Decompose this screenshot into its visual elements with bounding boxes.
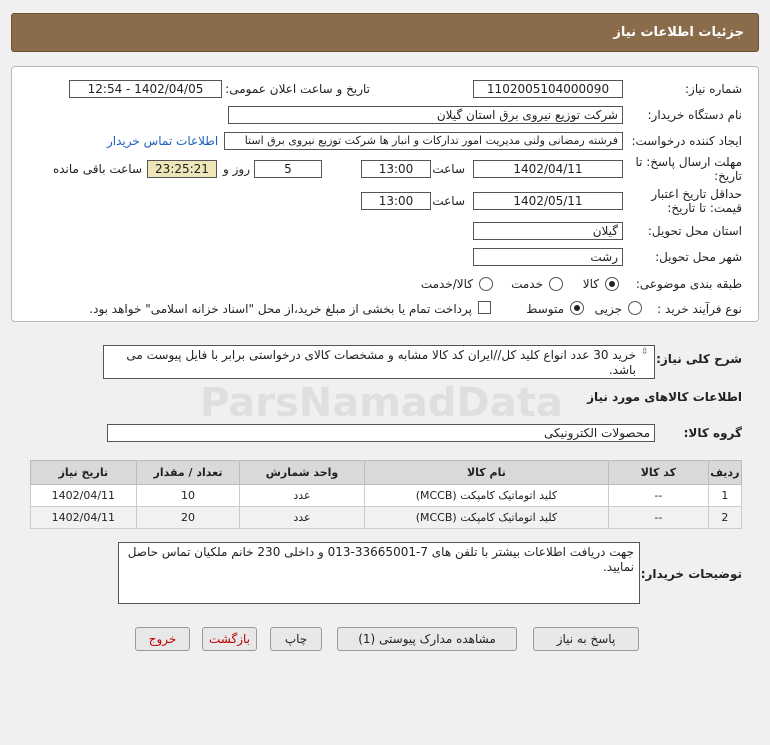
cell-date: 1402/04/11 bbox=[31, 507, 137, 529]
col-name-header: نام کالا bbox=[364, 461, 609, 485]
cell-unit: عدد bbox=[240, 507, 364, 529]
watermark-logo: ParsNamadData bbox=[200, 380, 563, 426]
category-label: طبقه بندی موضوعی: bbox=[635, 277, 742, 291]
back-button[interactable]: بازگشت bbox=[202, 627, 257, 651]
requester-label: ایجاد کننده درخواست: bbox=[631, 134, 742, 148]
buyer-notes-box bbox=[118, 542, 640, 604]
need-number-label: شماره نیاز: bbox=[685, 82, 742, 96]
resize-handle-icon[interactable]: ⇳ bbox=[641, 347, 649, 357]
process-option-medium: متوسط bbox=[526, 302, 564, 316]
buyer-org-field: شرکت توزیع نیروی برق استان گیلان bbox=[228, 106, 623, 124]
cell-unit: عدد bbox=[240, 485, 364, 507]
deadline-time-label: ساعت bbox=[432, 162, 465, 176]
col-row-header: ردیف bbox=[708, 461, 741, 485]
description-text: خرید 30 عدد انواع کلید کل//ایران کد کالا مشابه و مشخصات کالای درخواستی برابر با فایل پیوست می باشد. bbox=[126, 348, 636, 377]
description-box bbox=[103, 345, 655, 379]
cell-date: 1402/04/11 bbox=[31, 485, 137, 507]
validity-date-field: 1402/05/11 bbox=[473, 192, 623, 210]
deadline-label: مهلت ارسال پاسخ: تا bbox=[635, 155, 742, 169]
table-header-row bbox=[31, 461, 742, 485]
buyer-org-label: نام دستگاه خریدار: bbox=[647, 108, 742, 122]
requester-field: فرشته رمضانی ولنی مدیریت امور تدارکات و انبار ها شرکت توزیع نیروی برق استا bbox=[224, 132, 623, 150]
print-button[interactable]: چاپ bbox=[270, 627, 322, 651]
validity-label: حداقل تاریخ اعتبار bbox=[651, 187, 742, 201]
validity-time-field: 13:00 bbox=[361, 192, 431, 210]
cell-code: -- bbox=[609, 507, 708, 529]
category-radio-goods[interactable] bbox=[605, 277, 619, 291]
need-number-field: 1102005104000090 bbox=[473, 80, 623, 98]
exit-button[interactable]: خروج bbox=[135, 627, 190, 651]
province-label: استان محل تحویل: bbox=[647, 224, 742, 238]
validity-time-label: ساعت bbox=[432, 194, 465, 208]
contact-info-link[interactable]: اطلاعات تماس خریدار bbox=[107, 134, 219, 148]
goods-section-title: اطلاعات کالاهای مورد نیاز bbox=[587, 390, 742, 404]
cell-qty: 20 bbox=[136, 507, 240, 529]
table-row bbox=[31, 485, 742, 507]
remaining-time-field: 23:25:21 bbox=[147, 160, 217, 178]
treasury-payment-note: پرداخت تمام یا بخشی از مبلغ خرید،از محل "اسناد خزانه اسلامی" خواهد بود. bbox=[89, 302, 472, 316]
view-attachments-button[interactable]: مشاهده مدارک پیوستی (1) bbox=[337, 627, 517, 651]
deadline-date-field: 1402/04/11 bbox=[473, 160, 623, 178]
days-field: 5 bbox=[254, 160, 322, 178]
goods-table bbox=[30, 460, 742, 529]
col-unit-header: واحد شمارش bbox=[240, 461, 364, 485]
cell-code: -- bbox=[609, 485, 708, 507]
city-label: شهر محل تحویل: bbox=[655, 250, 742, 264]
deadline-time-field: 13:00 bbox=[361, 160, 431, 178]
goods-group-field: محصولات الکترونیکی bbox=[107, 424, 655, 442]
category-option-goods: کالا bbox=[582, 277, 599, 291]
buyer-notes-text: جهت دریافت اطلاعات بیشتر با تلفن های 7-33665001-013 و داخلی 230 خانم ملکیان تماس حاصل نمایید. bbox=[127, 545, 634, 574]
process-radio-minor[interactable] bbox=[628, 301, 642, 315]
deadline-label-date: تاریخ: bbox=[714, 169, 742, 183]
page-header bbox=[11, 13, 759, 52]
category-radio-service[interactable] bbox=[549, 277, 563, 291]
col-date-header: تاریخ نیاز bbox=[31, 461, 137, 485]
remaining-label: ساعت باقی مانده bbox=[52, 162, 142, 176]
announce-label: تاریخ و ساعت اعلان عمومی: bbox=[225, 82, 370, 96]
table-row bbox=[31, 507, 742, 529]
reply-button[interactable]: پاسخ به نیاز bbox=[533, 627, 639, 651]
validity-label-date: قیمت: تا تاریخ: bbox=[667, 201, 742, 215]
page-title: جزئیات اطلاعات نیاز bbox=[613, 25, 744, 40]
cell-qty: 10 bbox=[136, 485, 240, 507]
col-code-header: کد کالا bbox=[609, 461, 708, 485]
province-field: گیلان bbox=[473, 222, 623, 240]
description-label: شرح کلی نیاز: bbox=[656, 352, 742, 366]
process-radio-medium[interactable] bbox=[570, 301, 584, 315]
process-label: نوع فرآیند خرید : bbox=[657, 302, 742, 316]
cell-name: کلید اتوماتیک کامپکت (MCCB) bbox=[364, 507, 609, 529]
announce-field: 1402/04/05 - 12:54 bbox=[69, 80, 222, 98]
days-label: روز و bbox=[223, 162, 250, 176]
treasury-payment-checkbox[interactable] bbox=[478, 301, 491, 314]
cell-name: کلید اتوماتیک کامپکت (MCCB) bbox=[364, 485, 609, 507]
category-radio-goods-service[interactable] bbox=[479, 277, 493, 291]
buyer-notes-label: توضیحات خریدار: bbox=[640, 567, 742, 581]
cell-row: 2 bbox=[708, 507, 741, 529]
goods-group-label: گروه کالا: bbox=[683, 426, 742, 440]
city-field: رشت bbox=[473, 248, 623, 266]
cell-row: 1 bbox=[708, 485, 741, 507]
col-qty-header: تعداد / مقدار bbox=[136, 461, 240, 485]
process-option-minor: جزیی bbox=[594, 302, 622, 316]
category-option-goods-service: کالا/خدمت bbox=[420, 277, 473, 291]
category-option-service: خدمت bbox=[511, 277, 543, 291]
